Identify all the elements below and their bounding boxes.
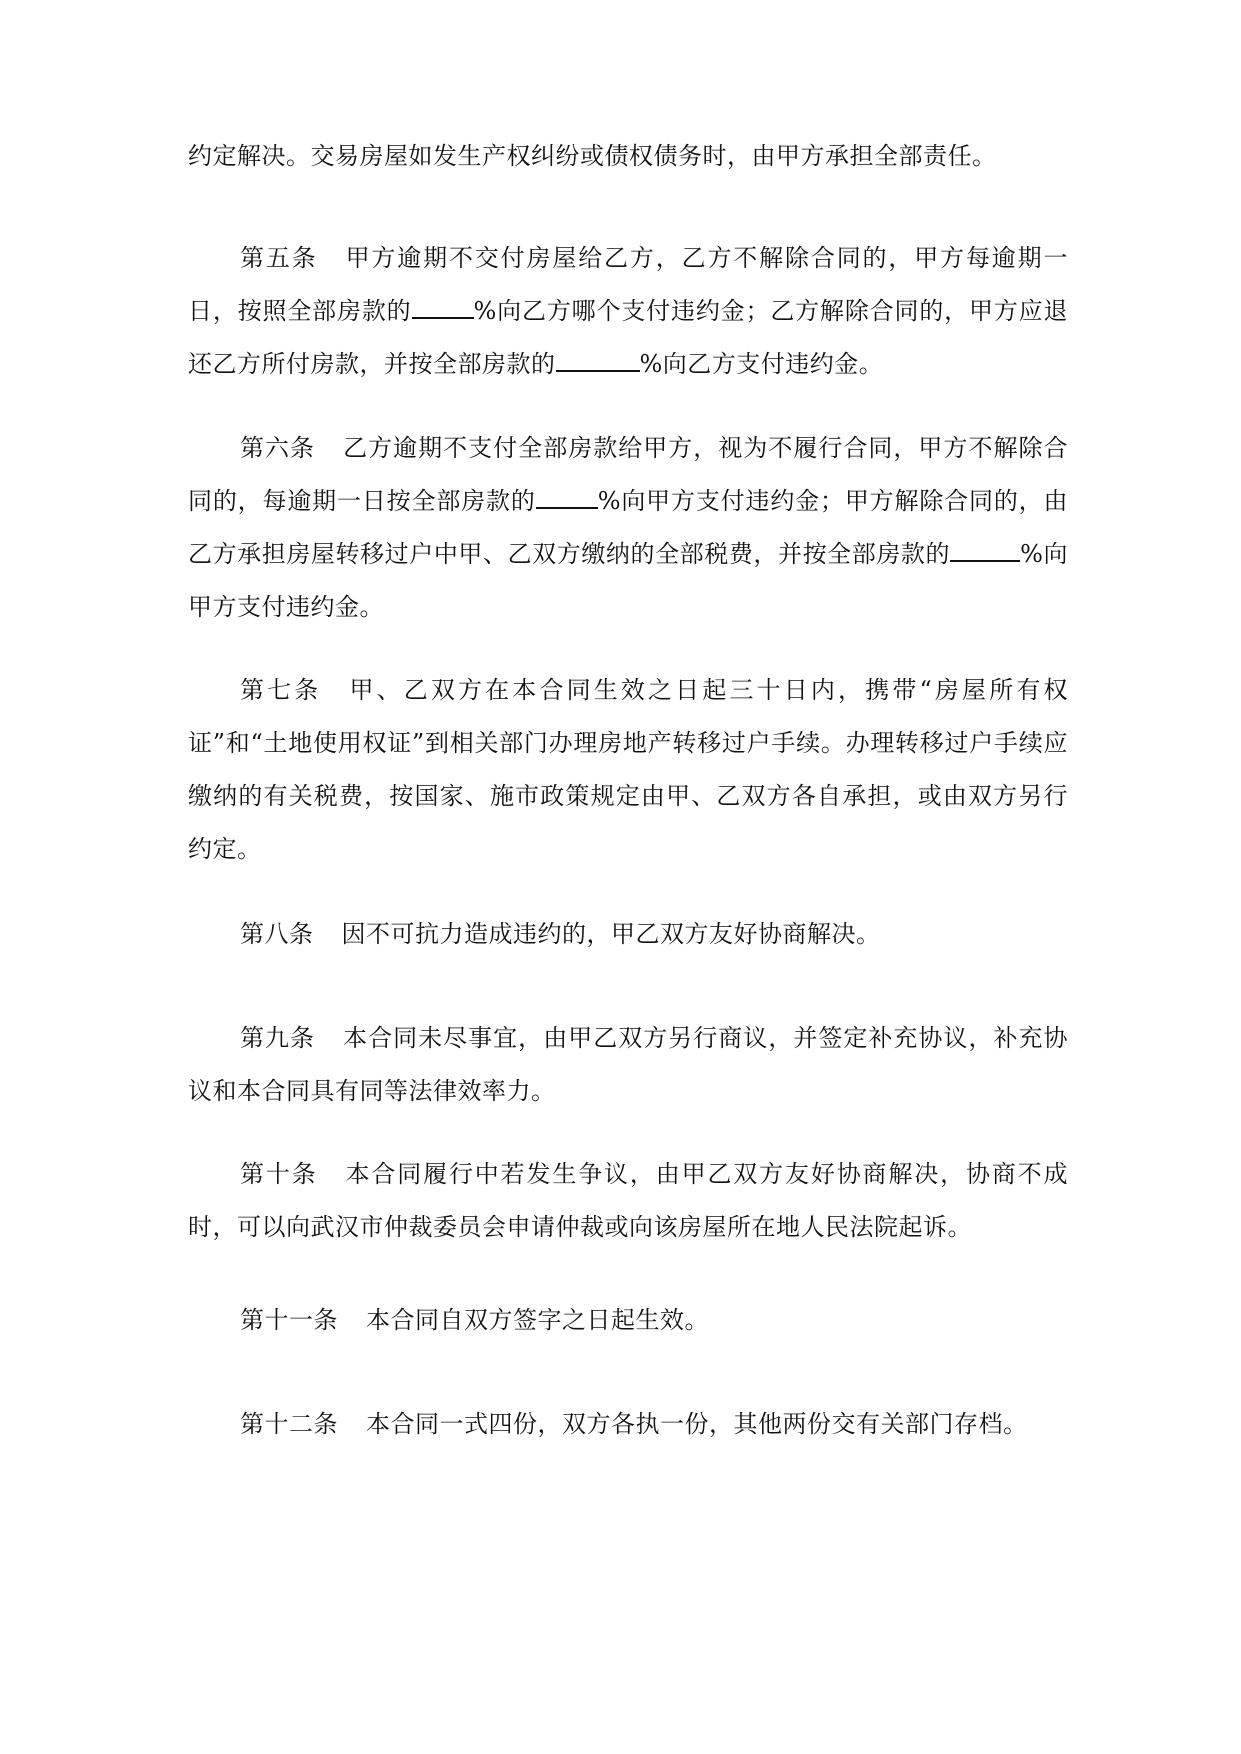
article-12 (188, 1398, 1068, 1451)
carryover-text: 约定解决。交易房屋如发生产权纠纷或债权债务时，由甲方承担全部责任。 (188, 142, 997, 170)
article-7-number: 第七条 (240, 676, 322, 704)
article-5 (188, 232, 1068, 391)
article-6-blank-1 (536, 487, 598, 509)
article-5-number: 第五条 (240, 244, 318, 272)
article-9 (188, 1012, 1068, 1118)
article-11-number: 第十一条 (240, 1306, 338, 1334)
article-6-text-1: 乙方逾期不支付全部房款给甲方，视为不履行合同，甲方不解除合同的，每逾期一日按全部房款的 (188, 434, 1069, 515)
article-5-blank-2 (556, 350, 640, 372)
article-12-text: 本合同一式四份，双方各执一份，其他两份交有关部门存档。 (366, 1410, 1028, 1438)
article-6 (188, 422, 1068, 634)
article-5-text-3: %向乙方支付违约金。 (639, 350, 884, 378)
article-7-text: 甲、乙双方在本合同生效之日起三十日内，携带“房屋所有权证”和“土地使用权证”到相关部门办理房地产转移过户手续。办理转移过户手续应缴纳的有关税费，按国家、施市政策规定由甲、乙双方各自承担，或由双方另行约定。 (188, 676, 1068, 863)
article-5-blank-1 (412, 297, 474, 319)
article-8 (188, 908, 1068, 961)
article-11 (188, 1294, 1068, 1347)
article-12-number: 第十二条 (240, 1410, 338, 1438)
article-8-number: 第八条 (240, 920, 314, 948)
article-10 (188, 1148, 1068, 1254)
article-5-text-2: %向乙方哪个支付违约金；乙方解除合同的，甲方应退还乙方所付房款，并按全部房款的 (188, 297, 1069, 378)
article-10-number: 第十条 (240, 1160, 318, 1188)
article-8-text: 因不可抗力造成违约的，甲乙双方友好协商解决。 (341, 920, 881, 948)
article-6-number: 第六条 (240, 434, 316, 462)
carryover-paragraph (188, 130, 1068, 183)
article-6-text-2: %向甲方支付违约金；甲方解除合同的，由乙方承担房屋转移过户中甲、乙双方缴纳的全部税费，并按全部房款的 (188, 487, 1069, 568)
article-6-blank-2 (950, 540, 1020, 562)
article-6-text-3: %向甲方支付违约金。 (188, 540, 1068, 621)
article-11-text: 本合同自双方签字之日起生效。 (366, 1306, 709, 1334)
article-10-text: 本合同履行中若发生争议，由甲乙双方友好协商解决，协商不成时，可以向武汉市仲裁委员会申请仲裁或向该房屋所在地人民法院起诉。 (188, 1160, 1069, 1241)
article-7 (188, 664, 1068, 876)
article-5-text-1: 甲方逾期不交付房屋给乙方，乙方不解除合同的，甲方每逾期一日，按照全部房款的 (188, 244, 1069, 325)
article-9-text: 本合同未尽事宜，由甲乙双方另行商议，并签定补充协议，补充协议和本合同具有同等法律效率力。 (188, 1024, 1069, 1105)
article-9-number: 第九条 (240, 1024, 316, 1052)
